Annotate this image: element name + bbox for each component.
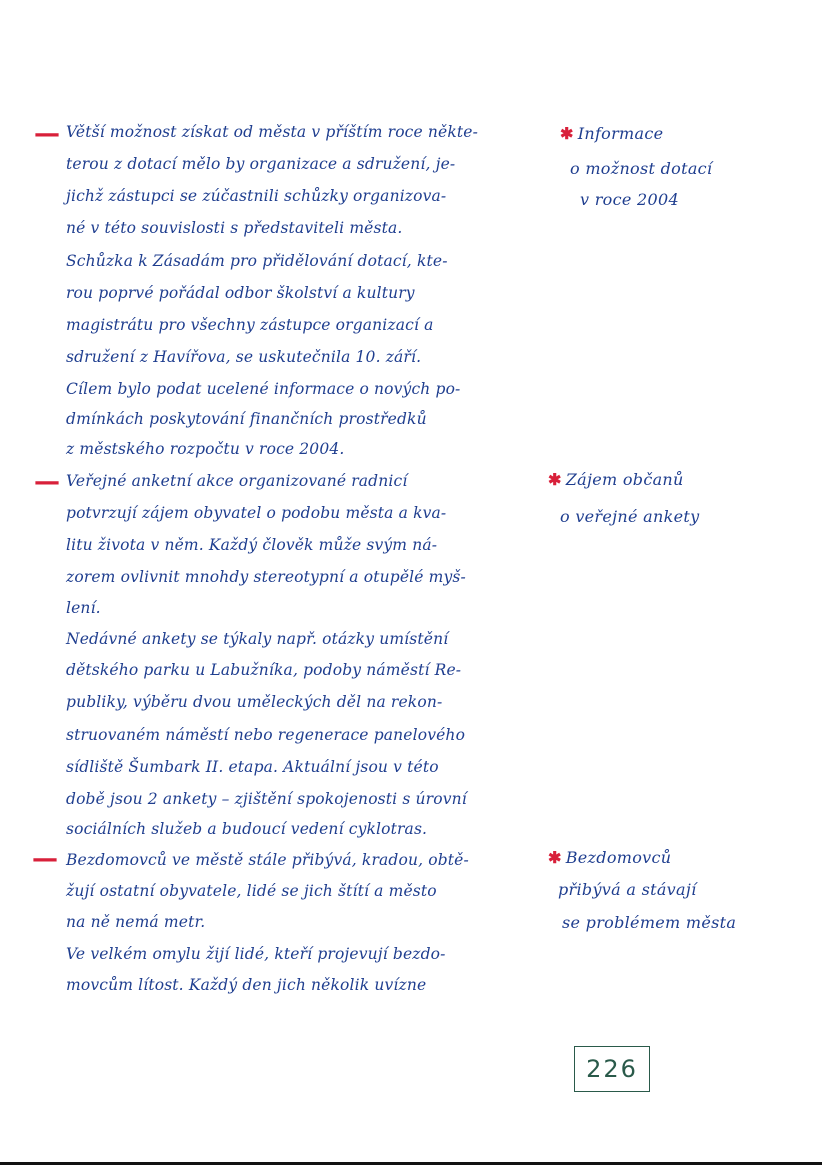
- section-3-marker: —: [32, 844, 58, 874]
- section-1-line-7: magistrátu pro všechny zástupce organizací a: [66, 316, 434, 334]
- section-2-line-8: publiky, výběru dvou uměleckých děl na rekon-: [66, 693, 443, 711]
- section-2-marker: —: [34, 467, 60, 497]
- section-2-line-4: zorem ovlivnit mnohdy stereotypní a otupělé myš-: [66, 568, 466, 586]
- section-1-line-4: né v této souvislosti s představiteli města.: [66, 219, 403, 237]
- section-2-note-line-2: o veřejné ankety: [560, 507, 700, 526]
- section-3-line-5: movcům lítost. Každý den jich několik uvízne: [66, 976, 427, 994]
- section-1-note-line-2: o možnost dotací: [570, 159, 713, 178]
- section-1-note-line-1: ✱ Informace: [560, 124, 664, 143]
- section-2-note-line-1: ✱ Zájem občanů: [548, 470, 684, 489]
- section-2-line-1: Veřejné anketní akce organizované radnicí: [66, 472, 408, 490]
- section-3-note-line-3: se problémem města: [562, 913, 737, 932]
- section-1-line-8: sdružení z Havířova, se uskutečnila 10. září.: [66, 348, 422, 366]
- section-3-line-2: žují ostatní obyvatele, lidé se jich štítí a město: [66, 882, 437, 900]
- section-2-line-12: sociálních služeb a budoucí vedení cyklotras.: [66, 820, 428, 838]
- section-2-line-3: litu života v něm. Každý člověk může svým ná-: [66, 536, 438, 554]
- section-2-line-9: struovaném náměstí nebo regenerace panelového: [66, 726, 466, 744]
- section-1-line-2: terou z dotací mělo by organizace a sdružení, je-: [66, 155, 456, 173]
- section-2-line-11: době jsou 2 ankety – zjištění spokojenosti s úrovní: [66, 790, 467, 808]
- section-1-line-5: Schůzka k Zásadám pro přidělování dotací, kte-: [66, 252, 448, 270]
- asterisk-icon: ✱: [560, 124, 574, 143]
- page-number: 226: [574, 1046, 650, 1092]
- section-2-line-5: lení.: [66, 599, 101, 617]
- section-1-line-1: Větší možnost získat od města v příštím roce někte-: [66, 123, 478, 141]
- asterisk-icon: ✱: [548, 470, 562, 489]
- section-1-line-6: rou poprvé pořádal odbor školství a kultury: [66, 284, 415, 302]
- asterisk-icon: ✱: [548, 848, 562, 867]
- section-1-line-3: jichž zástupci se zúčastnili schůzky organizova-: [66, 187, 447, 205]
- section-1-line-9: Cílem bylo podat ucelené informace o nových po-: [66, 380, 461, 398]
- section-2-line-6: Nedávné ankety se týkaly např. otázky umístění: [66, 630, 449, 648]
- section-2-line-2: potvrzují zájem obyvatel o podobu města a kva-: [66, 504, 447, 522]
- section-3-note-line-1: ✱ Bezdomovců: [548, 848, 672, 867]
- section-1-note-line-3: v roce 2004: [580, 190, 679, 209]
- section-1-marker: —: [34, 119, 60, 149]
- section-1-line-10: dmínkách poskytování finančních prostředků: [66, 410, 427, 428]
- section-1-line-11: z městského rozpočtu v roce 2004.: [66, 440, 345, 458]
- section-3-line-3: na ně nemá metr.: [66, 913, 206, 931]
- section-3-note-line-2: přibývá a stávají: [558, 880, 697, 899]
- section-3-line-1: Bezdomovců ve městě stále přibývá, kradou, obtě-: [66, 851, 469, 869]
- section-2-line-10: sídliště Šumbark II. etapa. Aktuální jsou v této: [66, 758, 439, 776]
- section-3-line-4: Ve velkém omylu žijí lidé, kteří projevují bezdo-: [66, 945, 446, 963]
- section-2-line-7: dětského parku u Labužníka, podoby náměstí Re-: [66, 661, 462, 679]
